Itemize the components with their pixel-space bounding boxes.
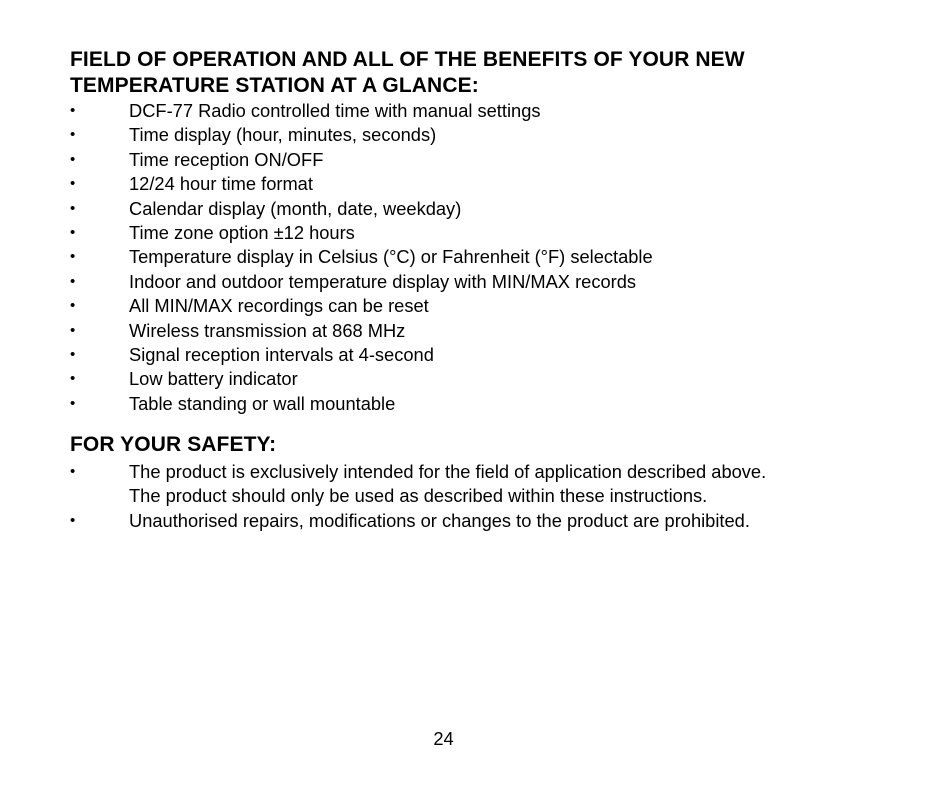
bullet-icon: • [70, 175, 76, 193]
list-item [70, 270, 890, 294]
bullet-icon: • [70, 126, 76, 144]
list-item [70, 99, 890, 123]
list-item [70, 343, 890, 367]
list-item-text: Low battery indicator [129, 368, 298, 390]
list-item [70, 197, 890, 221]
list-item-text: Time zone option ±12 hours [129, 222, 355, 244]
list-item [70, 460, 769, 509]
list-item-text: Unauthorised repairs, modifications or changes to the product are prohibited. [129, 509, 750, 531]
bullet-icon: • [70, 199, 76, 217]
list-item-text: Time reception ON/OFF [129, 148, 324, 170]
bullet-icon: • [70, 297, 76, 315]
bullet-icon: • [70, 272, 76, 290]
bullet-icon: • [70, 150, 76, 168]
list-item [70, 148, 890, 172]
list-item [70, 123, 890, 147]
list-item [70, 172, 890, 196]
list-item [70, 319, 890, 343]
bullet-icon: • [70, 394, 76, 412]
features-list [70, 99, 890, 416]
list-item-text: Signal reception intervals at 4-second [129, 344, 434, 366]
list-item-text: Indoor and outdoor temperature display with MIN/MAX records [129, 270, 637, 292]
bullet-icon: • [70, 102, 76, 119]
bullet-icon: • [70, 321, 76, 339]
bullet-icon: • [70, 511, 76, 529]
bullet-icon: • [70, 224, 76, 242]
safety-list [70, 460, 890, 533]
list-item-text: Table standing or wall mountable [129, 392, 396, 414]
list-item-text: All MIN/MAX recordings can be reset [129, 295, 429, 317]
bullet-icon: • [70, 463, 76, 480]
list-item [70, 367, 890, 391]
list-item-text: 12/24 hour time format [129, 173, 313, 195]
page-number: 24 [433, 728, 454, 749]
list-item-text: The product is exclusively intended for the field of application described above. The product should only be used as described within these instructions. [129, 461, 767, 507]
bullet-icon: • [70, 370, 76, 388]
list-item [70, 294, 890, 318]
bullet-icon: • [70, 248, 76, 266]
list-item [70, 509, 769, 533]
list-item-text: Calendar display (month, date, weekday) [129, 197, 462, 219]
section-heading-features: FIELD OF OPERATION AND ALL OF THE BENEFITS OF YOUR NEW TEMPERATURE STATION AT A GLANCE: [70, 48, 745, 97]
bullet-icon: • [70, 346, 76, 364]
list-item-text: DCF-77 Radio controlled time with manual settings [129, 100, 541, 121]
list-item [70, 221, 890, 245]
list-item-text: Wireless transmission at 868 MHz [129, 319, 406, 341]
list-item [70, 245, 890, 269]
list-item [70, 392, 890, 416]
list-item-text: Time display (hour, minutes, seconds) [129, 124, 437, 146]
list-item-text: Temperature display in Celsius (°C) or Fahrenheit (°F) selectable [129, 246, 653, 268]
section-heading-safety: FOR YOUR SAFETY: [70, 433, 277, 456]
